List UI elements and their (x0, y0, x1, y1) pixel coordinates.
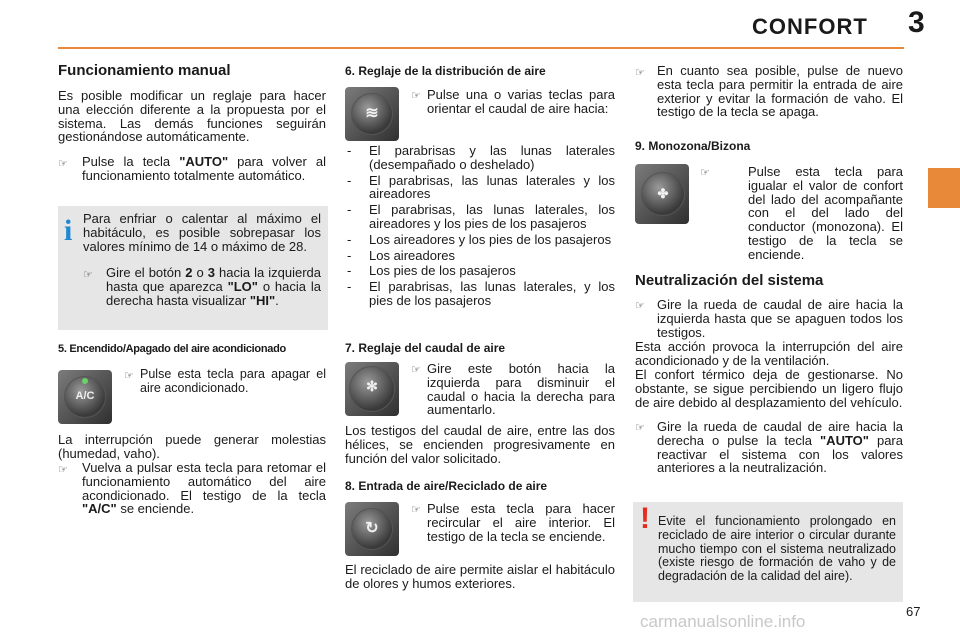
recirculation-icon: ↻ (365, 520, 379, 537)
hand-bullet-icon: ☞ (58, 158, 68, 170)
header-rule (58, 47, 904, 49)
list-item: - El parabrisas y las lunas laterales (desempañado o deshelado) (345, 144, 615, 172)
airflow-icon: ≋ (365, 105, 379, 122)
warning-icon: ! (640, 502, 650, 535)
manual-intro: Es posible modificar un reglaje para hacer una elección diferente a la propuesta por el sistema. Las demás funciones seguirán gestionándose automáticamente. (58, 88, 326, 145)
recirculation-button-image (345, 502, 399, 556)
hand-bullet-icon: ☞ (635, 67, 645, 79)
distribution-options-list (345, 144, 615, 310)
hand-bullet-icon: ☞ (58, 464, 68, 476)
s5-bullet: Pulse esta tecla para apagar el aire acondicionado. (140, 367, 326, 395)
list-item: - El parabrisas, las lunas laterales y los aireadores (345, 174, 615, 202)
distribution-button-image (345, 87, 399, 141)
info-text: Para enfriar o calentar al máximo el habitáculo, es posible sobrepasar los valores mínimo de 14 o máximo de 28. (83, 211, 321, 254)
info-bullet: Gire el botón 2 o 3 hacia la izquierda hasta que aparezca "LO" o hacia la derecha hasta visualizar "HI". (106, 265, 321, 308)
mono-button-image (635, 164, 689, 224)
heading-manual-operation: Funcionamiento manual (58, 62, 231, 79)
hand-bullet-icon: ☞ (411, 364, 421, 376)
s8-text: El reciclado de aire permite aislar el habitáculo de olores y humos exteriores. (345, 562, 615, 591)
heading-section-8: 8. Entrada de aire/Reciclado de aire (345, 479, 548, 493)
list-item: - El parabrisas, las lunas laterales, los aireadores y los pies de los pasajeros (345, 203, 615, 231)
warning-text: Evite el funcionamiento prolongado en reciclado de aire interior o circular durante mucho tiempo con el sistema neutralizado (existe riesgo de formación de vaho y de degradación de la calidad del aire). (658, 514, 896, 584)
hand-bullet-icon: ☞ (411, 90, 421, 102)
chapter-number: 3 (908, 6, 925, 39)
s7-text: Los testigos del caudal de aire, entre las dos hélices, se encienden progresivamente en función del valor solicitado. (345, 423, 615, 466)
s7-bullet: Gire este botón hacia la izquierda para disminuir el caudal o hacia la derecha para aumentarlo. (427, 361, 615, 418)
s9-bullet: Pulse esta tecla para igualar el valor de confort del lado del acompañante con el del lado del conductor (monozona). El testigo de la tecla se enciende. (748, 164, 903, 262)
heading-section-5: 5. Encendido/Apagado del aire acondicionado (58, 343, 286, 355)
heading-section-6: 6. Reglaje de la distribución de aire (345, 64, 546, 78)
fan-icon: ✤ (657, 186, 669, 201)
list-item: - El parabrisas, las lunas laterales, y los pies de los pasajeros (345, 280, 615, 308)
heading-neutralization: Neutralización del sistema (635, 272, 824, 289)
neut-text-1: Esta acción provoca la interrupción del aire acondicionado y de la ventilación. (635, 339, 903, 368)
hand-bullet-icon: ☞ (700, 167, 710, 179)
page-title: CONFORT (752, 14, 868, 39)
info-icon: i (64, 214, 73, 247)
page-number: 67 (906, 604, 921, 619)
watermark: carmanualsonline.info (640, 612, 806, 631)
recirc-off-bullet: En cuanto sea posible, pulse de nuevo esta tecla para permitir la entrada de aire exterior y evitar la formación de vaho. El testigo de la tecla se apaga. (657, 63, 903, 120)
manual-bullet-auto: Pulse la tecla "AUTO" para volver al funcionamiento totalmente automático. (82, 154, 327, 183)
chapter-tab (928, 168, 960, 208)
s8-bullet: Pulse esta tecla para hacer recircular el aire interior. El testigo de la tecla se enciende. (427, 501, 615, 544)
ac-label: A/C (75, 390, 95, 402)
list-item: - Los aireadores y los pies de los pasajeros (345, 233, 615, 247)
list-item: - Los pies de los pasajeros (345, 264, 615, 278)
s5-bullet-2: Vuelva a pulsar esta tecla para retomar el funcionamiento automático del aire acondicionado. El testigo de la tecla "A/C" se enciende. (82, 460, 326, 517)
ac-button-image (58, 370, 112, 424)
hand-bullet-icon: ☞ (124, 370, 134, 382)
hand-bullet-icon: ☞ (411, 504, 421, 516)
list-item: - Los aireadores (345, 249, 615, 263)
hand-bullet-icon: ☞ (83, 269, 93, 281)
heading-section-9: 9. Monozona/Bizona (635, 139, 751, 153)
airflow-knob-image (345, 362, 399, 416)
neut-text-2: El confort térmico deja de gestionarse. No obstante, se sigue percibiendo un ligero flujo de aire debido al desplazamiento del vehículo. (635, 367, 903, 410)
neut-bullet-1: Gire la rueda de caudal de aire hacia la izquierda hasta que se apaguen todos los testigos. (657, 297, 903, 340)
s5-text: La interrupción puede generar molestias (humedad, vaho). (58, 432, 326, 461)
s6-bullet: Pulse una o varias teclas para orientar el caudal de aire hacia: (427, 87, 615, 116)
hand-bullet-icon: ☞ (635, 422, 645, 434)
neut-bullet-2: Gire la rueda de caudal de aire hacia la derecha o pulse la tecla "AUTO" para reactivar el sistema con los valores anteriores a la neutralización. (657, 419, 903, 476)
heading-section-7: 7. Reglaje del caudal de aire (345, 341, 506, 355)
fan-icon: ✻ (366, 378, 378, 394)
hand-bullet-icon: ☞ (635, 300, 645, 312)
